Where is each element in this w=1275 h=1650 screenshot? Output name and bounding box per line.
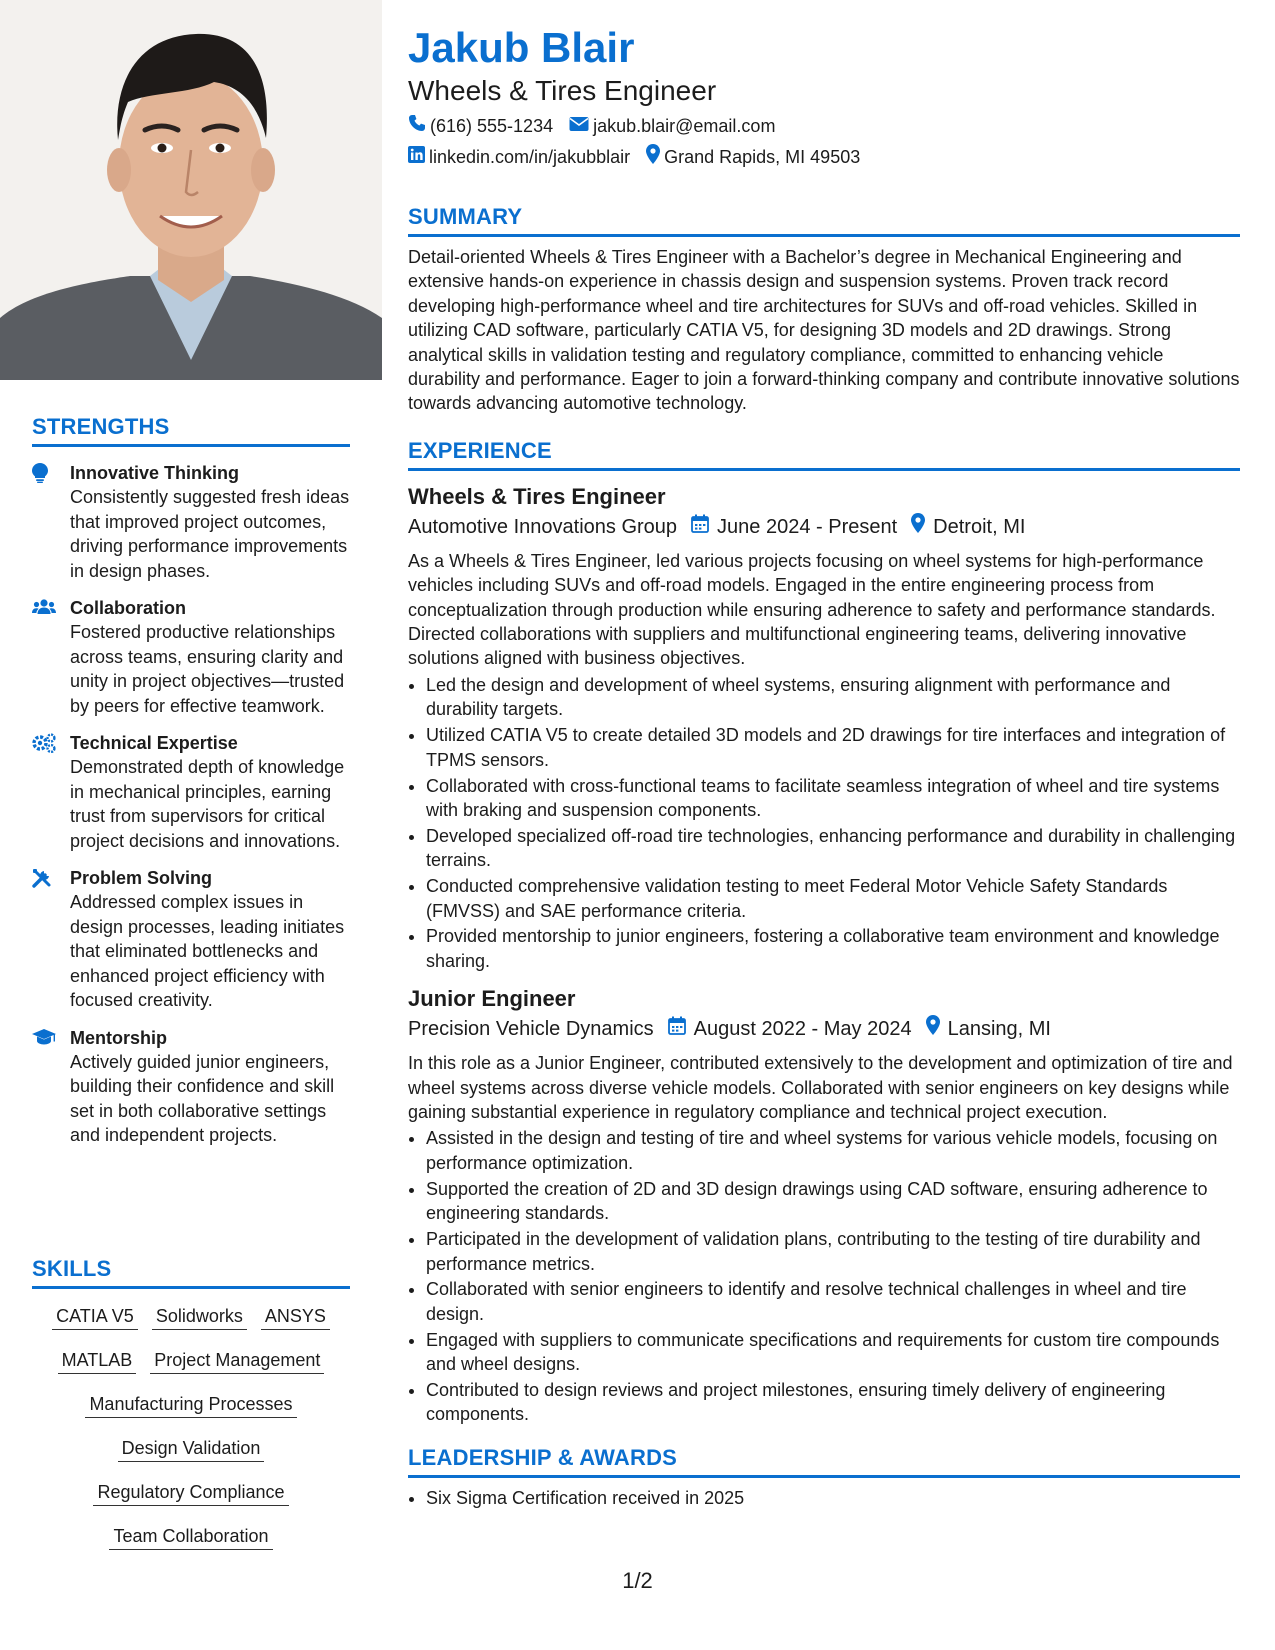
bullet-item: • Supported the creation of 2D and 3D design drawings using CAD software, ensuring adherence to engineering standards. (426, 1177, 1240, 1226)
bullet-item: • Contributed to design reviews and project milestones, ensuring timely delivery of engineering components. (426, 1378, 1240, 1427)
strength-description: Fostered productive relationships across teams, ensuring clarity and unity in project objectives—trusted by peers for effective teamwork. (70, 622, 345, 716)
strength-description: Addressed complex issues in design processes, leading initiates that eliminated bottlenecks and enhanced project efficiency with focused creativity. (70, 892, 345, 1010)
skill-tag: Team Collaboration (109, 1525, 272, 1550)
bullet-item: • Led the design and development of wheel systems, ensuring alignment with performance and durability targets. (426, 673, 1240, 722)
skill-row (32, 1481, 350, 1506)
job-dates (691, 513, 897, 541)
company-name: Automotive Innovations Group (408, 515, 678, 538)
job-meta (408, 513, 1240, 541)
job-title: Junior Engineer (408, 986, 576, 1012)
linkedin-url: linkedin.com/in/jakubblair (429, 147, 631, 167)
bullet-item: • Provided mentorship to junior engineers, fostering a collaborative team environment and knowledge sharing. (426, 924, 1240, 973)
strength-title: Collaboration (70, 598, 186, 618)
phone-contact[interactable] (408, 114, 553, 138)
calendar-icon (668, 1015, 694, 1043)
strength-description: Consistently suggested fresh ideas that improved project outcomes, driving performance improvements in design phases. (70, 487, 350, 581)
page-number: 1/2 (622, 1568, 653, 1593)
email-address: jakub.blair@email.com (593, 116, 776, 136)
job-location (911, 513, 1025, 541)
users-icon (32, 603, 56, 620)
job-description: As a Wheels & Tires Engineer, led various projects focusing on wheel systems for high-performance vehicles including SUVs and off-road models. Engaged in the entire engineering process from conceptualization through production while ensuring adherence to safety and performance standards. Directed collaborations with suppliers and multifunctional engineering teams, delivering innovative solutions aligned with business objectives. (408, 550, 1216, 669)
skills-heading: SKILLS (32, 1256, 350, 1289)
linkedin-icon (408, 145, 429, 169)
skill-row (32, 1525, 350, 1550)
bullet-item: • Collaborated with cross-functional teams to facilitate seamless integration of wheel and tire systems with braking and suspension components. (426, 774, 1240, 823)
bullet-item: • Engaged with suppliers to communicate specifications and requirements for custom tire compounds and wheel designs. (426, 1328, 1240, 1377)
skill-row (32, 1437, 350, 1462)
job-location (926, 1015, 1051, 1043)
skill-tag: Design Validation (118, 1437, 265, 1462)
strengths-section (32, 414, 350, 1161)
candidate-role: Wheels & Tires Engineer (408, 75, 717, 106)
skill-tag: Solidworks (152, 1305, 247, 1330)
bullet-item: • Utilized CATIA V5 to create detailed 3D models and 2D drawings for tire interfaces and integration of TPMS sensors. (426, 723, 1240, 772)
calendar-icon (691, 513, 717, 541)
skill-row (32, 1349, 350, 1374)
bullet-item: • Six Sigma Certification received in 2025 (426, 1486, 1240, 1510)
candidate-name: Jakub Blair (408, 24, 635, 71)
job-description: In this role as a Junior Engineer, contributed extensively to the development and optimization of tire and wheel systems across diverse vehicle models. Collaborated with senior engineers on key designs while gaining substantial experience in regulatory compliance and technical project execution. (408, 1053, 1233, 1123)
bullet-item: • Developed specialized off-road tire technologies, enhancing performance and durability in challenging terrains. (426, 824, 1240, 873)
linkedin-contact[interactable] (408, 145, 630, 169)
bullet-item: • Conducted comprehensive validation testing to meet Federal Motor Vehicle Safety Standards (FMVSS) and SAE performance criteria. (426, 874, 1240, 923)
job-entry (408, 483, 1240, 973)
company-name: Precision Vehicle Dynamics (408, 1018, 654, 1041)
experience-section (408, 438, 1240, 1427)
profile-photo (0, 0, 382, 380)
strength-description: Actively guided junior engineers, building their confidence and skill set in both collaborative settings and independent projects. (70, 1051, 335, 1145)
email-contact[interactable] (569, 114, 775, 138)
location-text: Lansing, MI (947, 1018, 1051, 1041)
experience-heading: EXPERIENCE (408, 438, 1240, 471)
skill-tag: ANSYS (261, 1305, 330, 1330)
map-pin-icon (646, 144, 664, 170)
skill-tag: Regulatory Compliance (93, 1481, 288, 1506)
left-column (0, 0, 382, 1650)
skill-tag: Project Management (150, 1349, 324, 1374)
bullet-item: • Assisted in the design and testing of tire and wheel systems for various vehicle models, focusing on performance optimization. (426, 1126, 1240, 1175)
summary-section (408, 204, 1240, 416)
date-range: June 2024 - Present (717, 515, 898, 538)
gears-icon (32, 740, 56, 757)
strength-item (32, 1026, 350, 1148)
strength-title: Technical Expertise (70, 733, 238, 753)
strength-item (32, 596, 350, 718)
skill-tag: Manufacturing Processes (85, 1393, 296, 1418)
right-column (408, 0, 1240, 1512)
date-range: August 2022 - May 2024 (693, 1018, 912, 1041)
bullet-item: • Collaborated with senior engineers to identify and resolve technical challenges in wheel and tire design. (426, 1277, 1240, 1326)
skill-tag: MATLAB (58, 1349, 137, 1374)
phone-icon (408, 114, 430, 138)
strength-title: Problem Solving (70, 868, 213, 888)
location-text: Detroit, MI (933, 515, 1026, 538)
skill-tag: CATIA V5 (52, 1305, 138, 1330)
lightbulb-icon (32, 470, 48, 487)
job-entry (408, 985, 1240, 1427)
contact-row (408, 114, 1240, 138)
skill-row (32, 1305, 350, 1330)
strength-title: Mentorship (70, 1027, 167, 1048)
strength-item (32, 731, 350, 853)
summary-text: Detail-oriented Wheels & Tires Engineer with a Bachelor’s degree in Mechanical Engineering and extensive hands-on experience in chassis design and suspension systems. Proven track record developing high-performance wheel and tire architectures for SUVs and off-road vehicles. Skilled in utilizing CAD software, particularly CATIA V5, for designing 3D models and 2D drawings. Strong analytical skills in validation testing and regulatory compliance, committed to enhancing vehicle durability and performance. Eager to join a forward-thinking company and contribute innovative solutions towards advancing automotive technology. (408, 247, 1240, 414)
job-bullets (408, 1126, 1240, 1426)
bullet-item: • Participated in the development of validation plans, contributing to the testing of tire durability and performance metrics. (426, 1227, 1240, 1276)
leadership-list (408, 1486, 1240, 1510)
skill-row (32, 1393, 350, 1418)
graduation-cap-icon (32, 1033, 56, 1050)
job-title: Wheels & Tires Engineer (408, 483, 666, 509)
strength-title: Innovative Thinking (70, 463, 240, 483)
strength-item (32, 461, 350, 583)
leadership-section (408, 1445, 1240, 1510)
map-pin-icon (926, 1015, 948, 1043)
location-contact (646, 144, 860, 170)
strength-description: Demonstrated depth of knowledge in mechanical principles, earning trust from supervisors for critical project decisions and innovations. (70, 757, 345, 851)
leadership-heading: LEADERSHIP & AWARDS (408, 1445, 1240, 1478)
job-meta (408, 1015, 1240, 1043)
phone-number: (616) 555-1234 (430, 116, 554, 136)
map-pin-icon (911, 513, 933, 541)
contact-row (408, 144, 1240, 170)
summary-heading: SUMMARY (408, 204, 1240, 237)
job-bullets (408, 673, 1240, 973)
envelope-icon (569, 114, 593, 138)
tools-icon (32, 875, 52, 892)
job-dates (668, 1015, 912, 1043)
strength-item (32, 866, 350, 1013)
skills-section (32, 1256, 350, 1569)
strengths-heading: STRENGTHS (32, 414, 350, 447)
location-text: Grand Rapids, MI 49503 (664, 147, 861, 167)
